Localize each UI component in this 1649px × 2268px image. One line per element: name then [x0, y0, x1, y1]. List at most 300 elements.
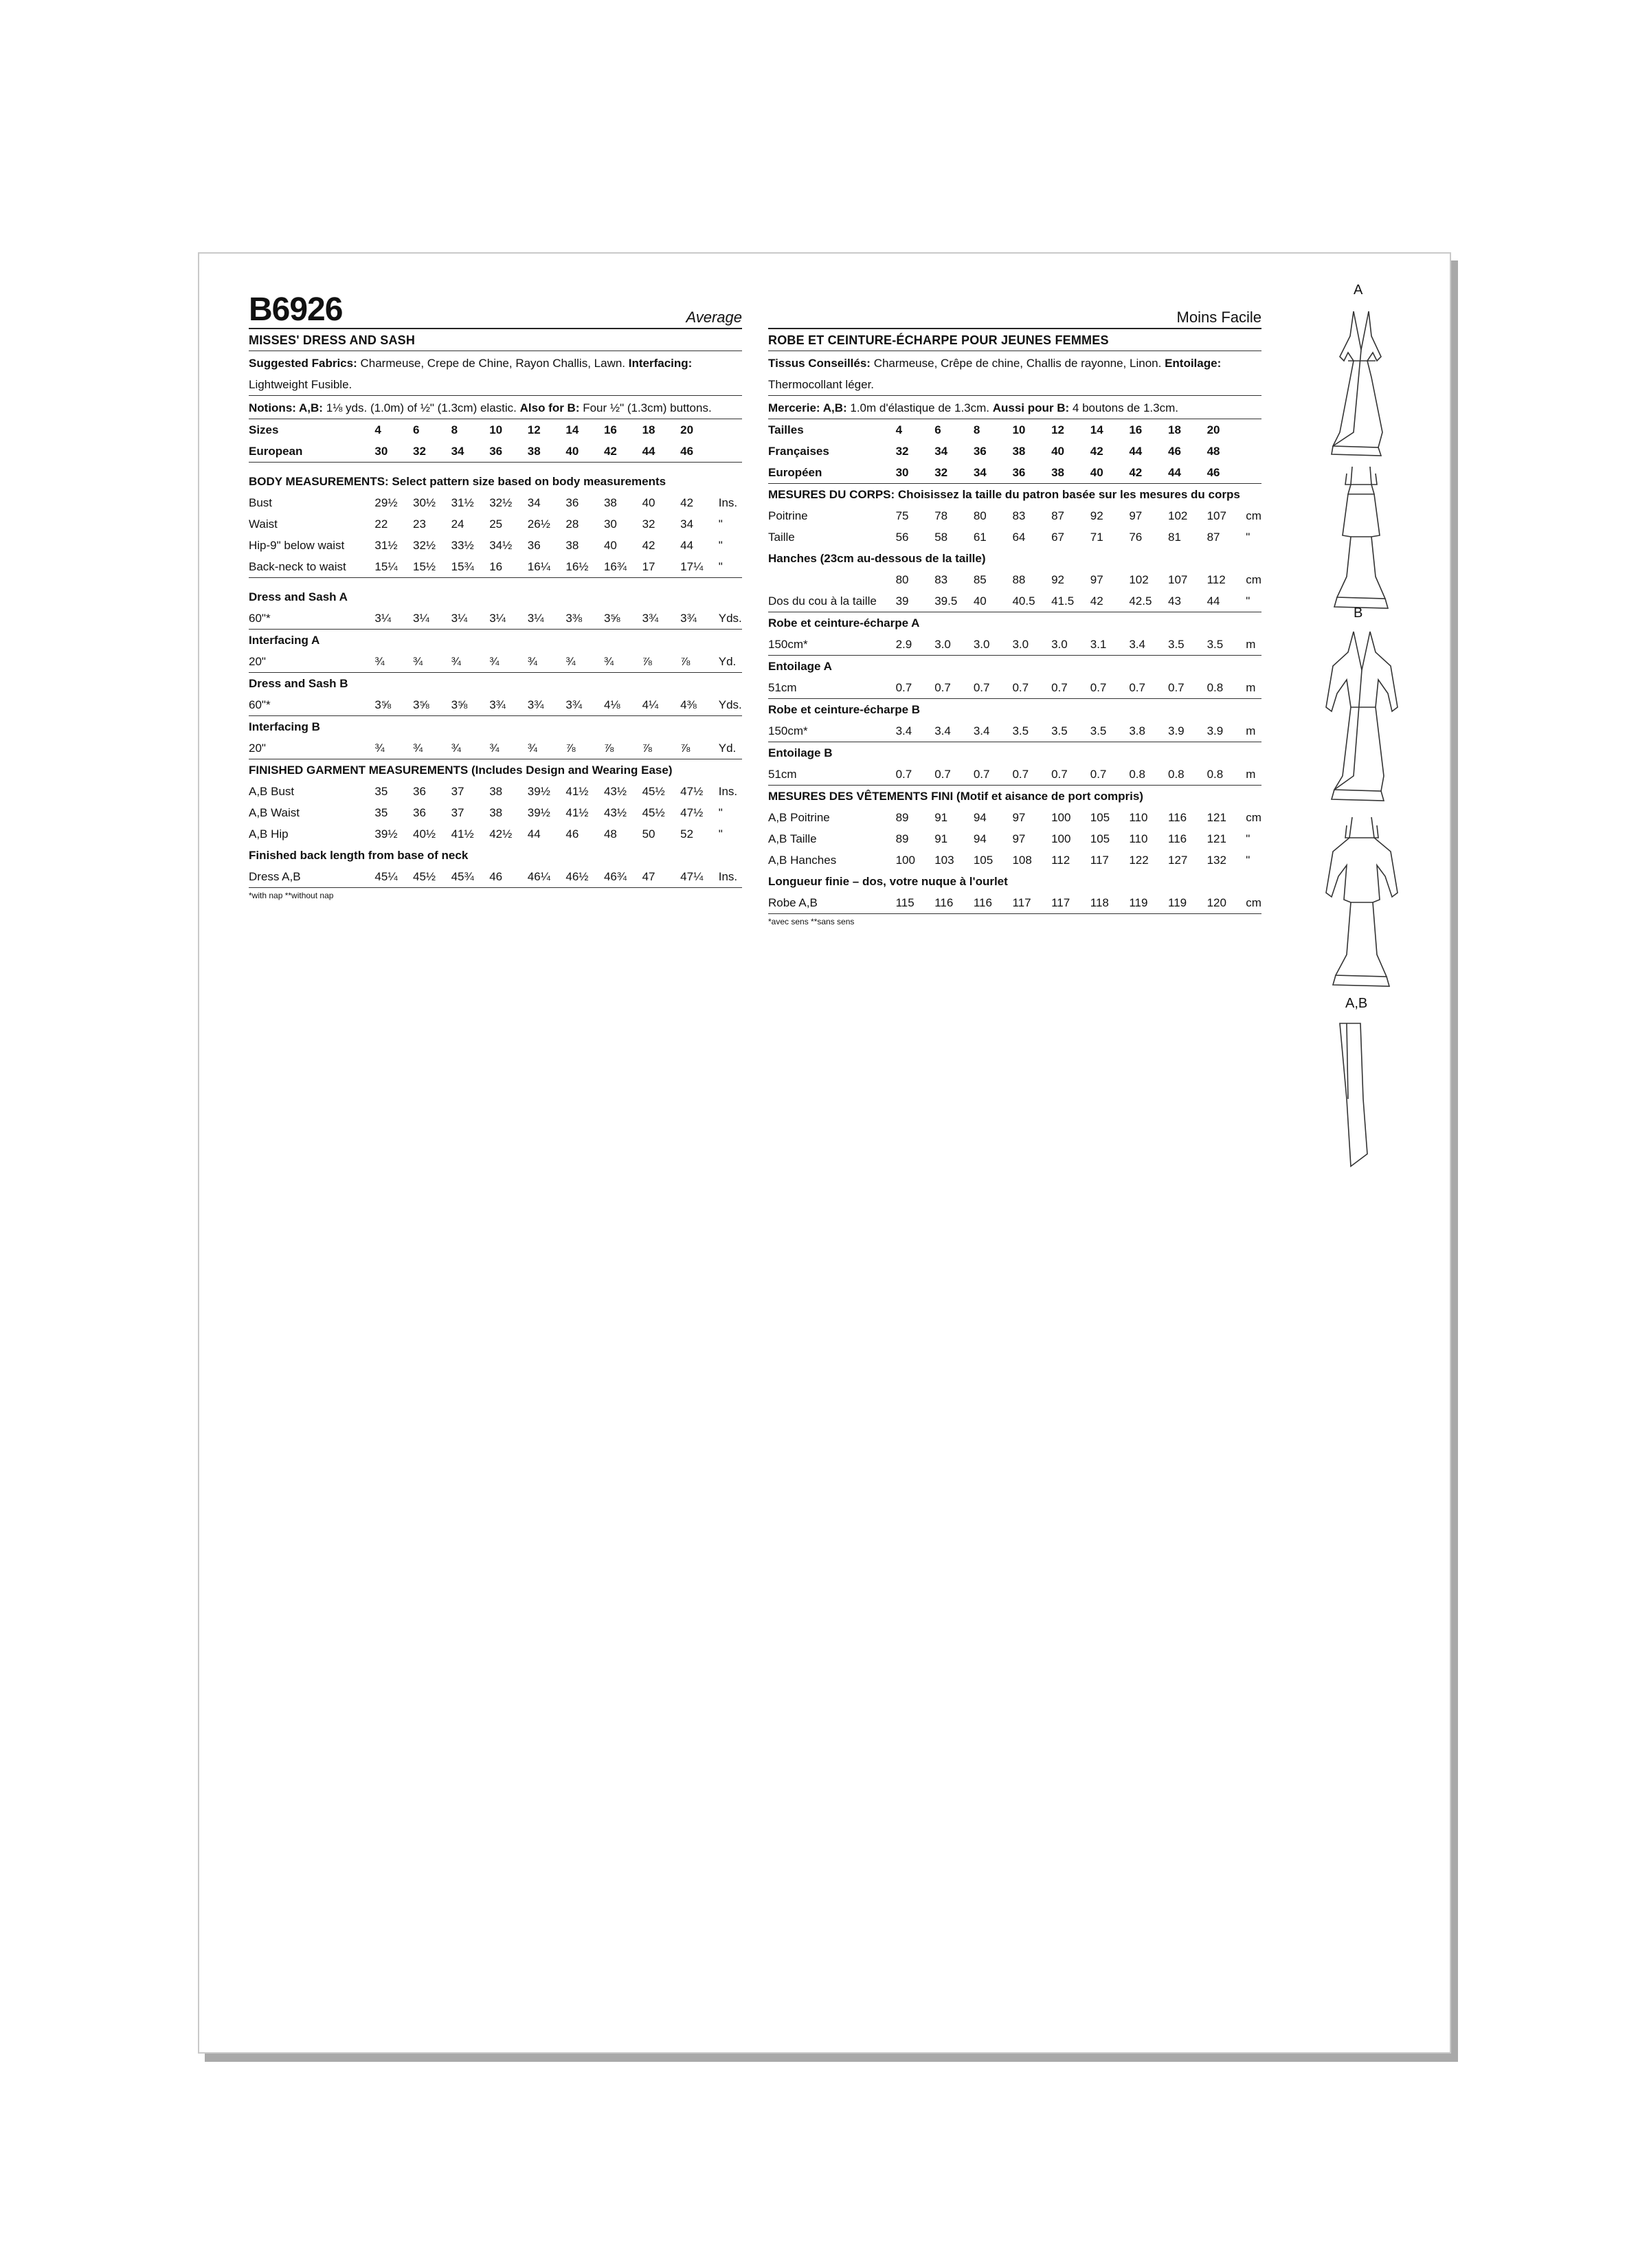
- table-row: [249, 694, 742, 716]
- size-value: 3⅝: [451, 694, 490, 716]
- size-value: 39½: [527, 805, 550, 819]
- size-value: 48: [1207, 444, 1220, 458]
- section-heading: Hanches (23cm au-dessous de la taille): [768, 551, 986, 565]
- size-value: 16¾: [604, 556, 642, 578]
- size-value: ¾: [374, 651, 413, 673]
- unit: cm: [1246, 509, 1261, 522]
- size-value: 3.0: [1051, 634, 1090, 656]
- table-row: [768, 569, 1261, 590]
- size-value: 32: [895, 444, 909, 458]
- size-value: 40: [603, 538, 617, 552]
- size-value: 47: [642, 866, 681, 888]
- row-label: 150cm*: [768, 720, 896, 742]
- pattern-title: MISSES' DRESS AND SASH: [249, 329, 742, 351]
- size-value: 100: [1051, 832, 1071, 845]
- size-value: 76: [1129, 530, 1143, 544]
- sketch-label-ab: A,B: [1345, 996, 1368, 1011]
- notions-paragraph: Notions: A,B: 1⅛ yds. (1.0m) of ½" (1.3cm) elastic. Also for B: Four ½" (1.3cm) buttons.: [249, 396, 742, 419]
- size-value: 40½: [413, 827, 436, 841]
- unit: ": [1246, 832, 1250, 845]
- section-heading-row: [768, 742, 1261, 764]
- size-value: 31½: [451, 496, 474, 509]
- unit: ": [718, 827, 723, 841]
- size-value: 39½: [527, 784, 550, 798]
- size-value: 83: [1012, 509, 1026, 522]
- section-heading: BODY MEASUREMENTS: Select pattern size based on body measurements: [249, 474, 666, 488]
- section-heading: MESURES DES VÊTEMENTS FINI (Motif et aisance de port compris): [768, 789, 1143, 803]
- table-row: [249, 781, 742, 802]
- unit: Ins.: [719, 866, 742, 888]
- size-value: 32½: [413, 538, 436, 552]
- dress-line-drawings: [1312, 295, 1443, 1058]
- size-value: 46: [489, 866, 528, 888]
- english-measurement-table: [249, 419, 742, 888]
- size-value: 0.7: [896, 764, 935, 786]
- size-value: 0.8: [1168, 764, 1207, 786]
- size-value: ¾: [374, 737, 413, 759]
- row-label: 20": [249, 737, 374, 759]
- table-row: [249, 866, 742, 888]
- size-value: 108: [1012, 853, 1032, 867]
- size-value: 12: [1051, 423, 1065, 436]
- unit: [719, 441, 742, 463]
- size-value: 30: [374, 441, 413, 463]
- size-value: 67: [1051, 530, 1065, 544]
- size-value: 4⅛: [604, 694, 642, 716]
- size-value: 39½: [374, 827, 398, 841]
- section-heading-row: [249, 586, 742, 608]
- size-value: 105: [973, 853, 994, 867]
- row-label: Dos du cou à la taille: [768, 590, 896, 612]
- section-heading-row: [768, 786, 1261, 808]
- row-label: 60"*: [249, 608, 374, 630]
- size-value: 40: [1090, 462, 1130, 484]
- size-value: 36: [413, 805, 426, 819]
- size-value: 3.9: [1168, 720, 1207, 742]
- size-value: 92: [1090, 509, 1103, 522]
- size-value: 88: [1012, 572, 1026, 586]
- row-label: Waist: [249, 517, 278, 531]
- size-value: 119: [1129, 892, 1168, 914]
- size-value: 100: [1051, 810, 1071, 824]
- unit: ": [1246, 590, 1261, 612]
- french-header: [768, 295, 1261, 329]
- size-value: 35: [374, 784, 388, 798]
- unit: ": [718, 517, 723, 531]
- size-value: 87: [1051, 509, 1065, 522]
- row-label: Sizes: [249, 423, 279, 436]
- difficulty-level: Average: [686, 309, 742, 326]
- table-row: [249, 556, 742, 578]
- size-value: 116: [974, 892, 1013, 914]
- size-value: 112: [1051, 853, 1070, 867]
- size-value: 40: [565, 441, 604, 463]
- size-value: 17: [642, 556, 681, 578]
- size-value: 47½: [680, 805, 704, 819]
- size-value: 112: [1207, 572, 1226, 586]
- size-value: 3.4: [896, 720, 935, 742]
- size-value: 3.0: [974, 634, 1013, 656]
- size-value: 3.5: [1090, 720, 1130, 742]
- size-value: 42: [1090, 444, 1103, 458]
- section-heading-row: [249, 759, 742, 781]
- size-value: 80: [973, 509, 987, 522]
- row-label: A,B Bust: [249, 784, 295, 798]
- unit: Yd.: [719, 737, 742, 759]
- size-value: 45½: [413, 866, 451, 888]
- size-value: 35: [374, 805, 388, 819]
- size-value: 3⅝: [413, 694, 451, 716]
- table-row: [768, 419, 1261, 441]
- unit: Yds.: [719, 694, 742, 716]
- size-value: 33½: [451, 538, 474, 552]
- size-value: 34: [527, 496, 541, 509]
- size-value: ¾: [565, 651, 604, 673]
- unit: [1246, 419, 1261, 441]
- section-heading-row: [249, 471, 742, 492]
- size-value: 40: [642, 496, 655, 509]
- size-value: 3.5: [1051, 720, 1090, 742]
- size-value: 36: [413, 784, 426, 798]
- unit: m: [1246, 677, 1261, 699]
- size-value: 0.7: [934, 764, 974, 786]
- size-value: 75: [895, 509, 909, 522]
- sash-drawing: [1326, 1016, 1402, 1175]
- size-value: ⅞: [680, 737, 719, 759]
- section-heading-row: [768, 484, 1261, 506]
- size-value: 0.7: [1012, 677, 1051, 699]
- row-label: European: [249, 441, 374, 463]
- english-header: [249, 291, 742, 329]
- size-value: 44: [1129, 444, 1143, 458]
- table-row: [768, 720, 1261, 742]
- size-value: 16: [1129, 423, 1143, 436]
- row-label: Back-neck to waist: [249, 556, 374, 578]
- size-value: 56: [895, 530, 909, 544]
- size-value: 42: [1090, 590, 1130, 612]
- size-value: 0.7: [974, 764, 1013, 786]
- size-value: 10: [489, 423, 503, 436]
- size-value: 3¼: [489, 608, 528, 630]
- size-value: 81: [1168, 530, 1181, 544]
- section-heading-row: [249, 845, 742, 866]
- size-value: 89: [895, 810, 909, 824]
- row-label: Poitrine: [768, 509, 808, 522]
- table-row: [249, 737, 742, 759]
- size-value: ⅞: [642, 651, 681, 673]
- size-value: 45½: [642, 805, 665, 819]
- size-value: ⅞: [642, 737, 681, 759]
- size-value: 46¾: [604, 866, 642, 888]
- size-value: 116: [934, 892, 974, 914]
- size-value: ¾: [451, 737, 490, 759]
- size-value: 3.5: [1207, 634, 1246, 656]
- table-row: [768, 462, 1261, 484]
- size-value: 50: [642, 827, 655, 841]
- size-value: 38: [1051, 462, 1090, 484]
- size-value: 40: [974, 590, 1013, 612]
- size-value: 3.4: [974, 720, 1013, 742]
- unit: Yds.: [719, 608, 742, 630]
- size-value: 41½: [565, 784, 589, 798]
- section-heading: Dress and Sash A: [249, 590, 348, 603]
- size-value: 24: [451, 517, 464, 531]
- unit: Ins.: [718, 784, 738, 798]
- size-value: ¾: [413, 737, 451, 759]
- section-heading-row: [768, 612, 1261, 634]
- table-row: [249, 441, 742, 463]
- size-value: 15¾: [451, 556, 490, 578]
- row-label: [768, 569, 896, 590]
- size-value: ¾: [528, 651, 566, 673]
- row-label: A,B Poitrine: [768, 810, 830, 824]
- size-value: 18: [642, 423, 655, 436]
- table-row: [249, 492, 742, 513]
- size-value: ¾: [489, 651, 528, 673]
- size-value: 6: [934, 423, 941, 436]
- fabrics-paragraph-fr: Tissus Conseillés: Charmeuse, Crêpe de chine, Challis de rayonne, Linon. Entoilage: Thermocollant léger.: [768, 351, 1261, 396]
- size-value: 3.4: [934, 720, 974, 742]
- section-heading-row: [768, 548, 1261, 569]
- row-label: A,B Hanches: [768, 853, 837, 867]
- size-value: 44: [527, 827, 541, 841]
- size-value: 6: [413, 423, 420, 436]
- size-value: 0.7: [1012, 764, 1051, 786]
- size-value: 3⅝: [604, 608, 642, 630]
- difficulty-level-fr: Moins Facile: [1176, 309, 1261, 326]
- size-value: 44: [642, 441, 681, 463]
- table-row: [249, 535, 742, 556]
- size-value: 41½: [565, 805, 589, 819]
- size-value: 46: [565, 827, 579, 841]
- size-value: 0.7: [1051, 677, 1090, 699]
- size-value: 46: [680, 441, 719, 463]
- size-value: 14: [1090, 423, 1103, 436]
- row-label: A,B Waist: [249, 805, 300, 819]
- size-value: 42: [680, 496, 694, 509]
- table-row: [768, 807, 1261, 828]
- size-value: 36: [527, 538, 541, 552]
- size-value: 38: [603, 496, 617, 509]
- size-value: 0.7: [934, 677, 974, 699]
- section-heading-row: [249, 673, 742, 695]
- size-value: 107: [1207, 509, 1226, 522]
- row-label: 150cm*: [768, 634, 896, 656]
- row-label: Hip-9" below waist: [249, 538, 345, 552]
- size-value: 116: [1168, 810, 1187, 824]
- unit: m: [1246, 764, 1261, 786]
- size-value: 64: [1012, 530, 1026, 544]
- table-row: [768, 590, 1261, 612]
- size-value: 26½: [527, 517, 550, 531]
- size-value: 29½: [374, 496, 398, 509]
- size-value: 3¼: [374, 608, 413, 630]
- table-row: [249, 651, 742, 673]
- table-row: [249, 608, 742, 630]
- size-value: 120: [1207, 892, 1246, 914]
- section-heading: Interfacing B: [249, 720, 320, 733]
- table-row: [249, 419, 742, 441]
- size-value: 3¾: [565, 694, 604, 716]
- size-value: 28: [565, 517, 579, 531]
- size-value: 105: [1090, 832, 1110, 845]
- size-value: ⅞: [565, 737, 604, 759]
- section-heading: Entoilage A: [768, 659, 832, 673]
- size-value: ¾: [451, 651, 490, 673]
- size-value: 61: [973, 530, 987, 544]
- size-value: 3¾: [489, 694, 528, 716]
- size-value: 32: [413, 441, 451, 463]
- size-value: 34½: [489, 538, 513, 552]
- section-heading: Interfacing A: [249, 633, 320, 647]
- size-value: 32: [642, 517, 655, 531]
- sketch-label-b: B: [1354, 605, 1363, 621]
- size-value: 58: [934, 530, 948, 544]
- section-heading: FINISHED GARMENT MEASUREMENTS (Includes Design and Wearing Ease): [249, 763, 673, 777]
- size-value: ¾: [413, 651, 451, 673]
- unit: [719, 419, 742, 441]
- size-value: 22: [374, 517, 388, 531]
- table-row: [249, 802, 742, 823]
- row-label: Robe A,B: [768, 892, 896, 914]
- size-value: 3⅝: [374, 694, 413, 716]
- size-value: 3.5: [1168, 634, 1207, 656]
- size-value: 0.7: [1129, 677, 1168, 699]
- row-label: Bust: [249, 496, 273, 509]
- size-value: 116: [1168, 832, 1187, 845]
- size-value: 44: [680, 538, 694, 552]
- size-value: 97: [1090, 572, 1103, 586]
- size-value: 91: [934, 832, 948, 845]
- section-heading-row: [249, 630, 742, 652]
- row-label: A,B Hip: [249, 827, 289, 841]
- size-value: 71: [1090, 530, 1103, 544]
- row-label: 51cm: [768, 764, 896, 786]
- size-value: 2.9: [896, 634, 935, 656]
- size-value: 107: [1168, 572, 1188, 586]
- table-row: [768, 892, 1261, 914]
- unit: [1246, 462, 1261, 484]
- row-label: 51cm: [768, 677, 896, 699]
- size-value: 46: [1168, 444, 1181, 458]
- row-label: 60"*: [249, 694, 374, 716]
- size-value: 119: [1168, 892, 1207, 914]
- size-value: 16: [603, 423, 617, 436]
- size-value: 3¼: [413, 608, 451, 630]
- size-value: ¾: [604, 651, 642, 673]
- table-row: [768, 526, 1261, 548]
- section-heading-row: [768, 871, 1261, 892]
- size-value: 38: [528, 441, 566, 463]
- size-value: 47¼: [680, 866, 719, 888]
- size-value: 42.5: [1129, 590, 1168, 612]
- size-value: 3⅜: [565, 608, 604, 630]
- size-value: ⅞: [680, 651, 719, 673]
- size-value: 3¾: [528, 694, 566, 716]
- size-value: 46¼: [528, 866, 566, 888]
- fabrics-paragraph: Suggested Fabrics: Charmeuse, Crepe de Chine, Rayon Challis, Lawn. Interfacing: Lightweight Fusible.: [249, 351, 742, 396]
- size-value: ⅞: [604, 737, 642, 759]
- size-value: 132: [1207, 853, 1226, 867]
- size-value: 105: [1090, 810, 1110, 824]
- size-value: 4: [374, 423, 381, 436]
- size-value: 0.8: [1207, 677, 1246, 699]
- size-value: 40.5: [1012, 590, 1051, 612]
- unit: ": [1246, 530, 1250, 544]
- size-value: 0.7: [974, 677, 1013, 699]
- row-label: Taille: [768, 530, 795, 544]
- unit: cm: [1246, 892, 1261, 914]
- row-label: Européen: [768, 462, 896, 484]
- size-value: 34: [451, 441, 490, 463]
- size-value: 8: [973, 423, 980, 436]
- table-row: [768, 849, 1261, 871]
- size-value: 30: [603, 517, 617, 531]
- size-value: 38: [489, 784, 503, 798]
- section-heading: Finished back length from base of neck: [249, 848, 469, 862]
- size-value: 42: [642, 538, 655, 552]
- section-heading: Robe et ceinture-écharpe B: [768, 702, 921, 716]
- size-value: 3.5: [1012, 720, 1051, 742]
- size-value: 12: [527, 423, 541, 436]
- size-value: 0.7: [1168, 677, 1207, 699]
- size-value: 102: [1168, 509, 1188, 522]
- size-value: 15¼: [374, 556, 413, 578]
- size-value: 97: [1012, 810, 1026, 824]
- size-value: 115: [896, 892, 935, 914]
- french-measurement-table: [768, 419, 1261, 914]
- pattern-code: B6926: [249, 291, 343, 328]
- size-value: 36: [973, 444, 987, 458]
- size-value: 34: [680, 517, 694, 531]
- size-value: 38: [565, 538, 579, 552]
- unit: ": [1246, 853, 1250, 867]
- size-value: 3.8: [1129, 720, 1168, 742]
- section-heading-row: [768, 699, 1261, 721]
- size-value: 10: [1012, 423, 1026, 436]
- size-value: 36: [489, 441, 528, 463]
- unit: Yd.: [719, 651, 742, 673]
- size-value: 97: [1012, 832, 1026, 845]
- size-value: 92: [1051, 572, 1065, 586]
- size-value: 20: [680, 423, 694, 436]
- size-value: 31½: [374, 538, 398, 552]
- size-value: 32½: [489, 496, 513, 509]
- size-value: 42½: [489, 827, 513, 841]
- size-value: 39: [896, 590, 935, 612]
- size-value: 102: [1129, 572, 1149, 586]
- size-value: 39.5: [934, 590, 974, 612]
- size-value: 91: [934, 810, 948, 824]
- table-row: [249, 513, 742, 535]
- size-value: 3.4: [1129, 634, 1168, 656]
- size-value: 32: [934, 462, 974, 484]
- size-value: 45¼: [374, 866, 413, 888]
- section-heading-row: [768, 656, 1261, 678]
- sketch-label-a: A: [1354, 282, 1363, 298]
- footnote: *with nap **without nap: [249, 891, 334, 900]
- size-value: 100: [895, 853, 915, 867]
- size-value: 85: [973, 572, 987, 586]
- size-value: 41½: [451, 827, 474, 841]
- table-row: [768, 828, 1261, 849]
- notions-paragraph-fr: Mercerie: A,B: 1.0m d'élastique de 1.3cm. Aussi pour B: 4 boutons de 1.3cm.: [768, 396, 1261, 419]
- size-value: 78: [934, 509, 948, 522]
- size-value: 30½: [413, 496, 436, 509]
- size-value: 3.9: [1207, 720, 1246, 742]
- size-value: 37: [451, 784, 464, 798]
- size-value: 94: [973, 810, 987, 824]
